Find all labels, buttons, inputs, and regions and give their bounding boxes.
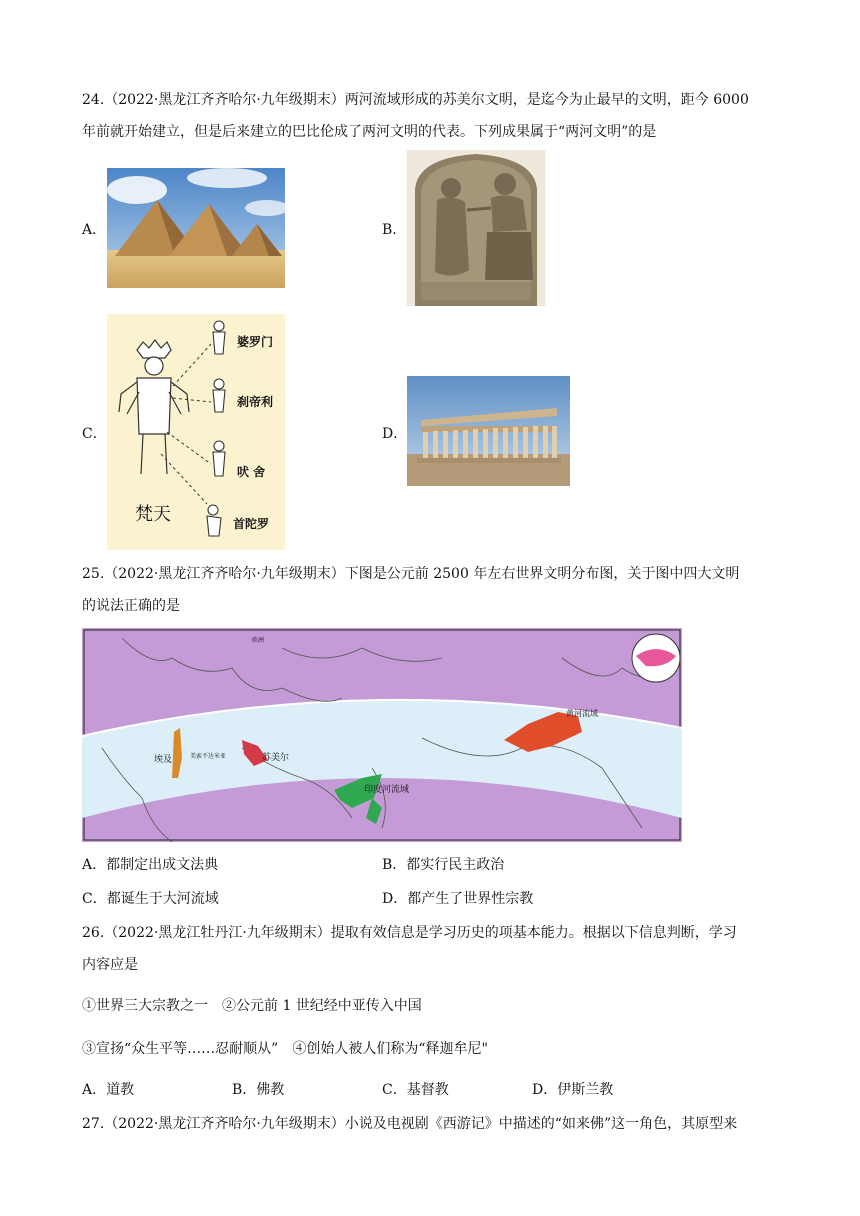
q25-stem-line2: 的说法正确的是 bbox=[82, 598, 180, 614]
brahma-label: 梵天 bbox=[135, 504, 171, 525]
ancient-civilizations-map bbox=[82, 628, 682, 842]
caste-kshatriya-label: 刹帝利 bbox=[237, 395, 274, 409]
q26-info-line2: ③宣扬“众生平等……忍耐顺从” ④创始人被人们称为“释迦牟尼" bbox=[82, 1041, 488, 1057]
q25-option-d[interactable]: D．都产生了世界性宗教 bbox=[382, 891, 534, 907]
map-label-mesopotamia: 美索不达米亚 bbox=[190, 753, 227, 760]
q25-option-c[interactable]: C．都诞生于大河流域 bbox=[82, 891, 219, 907]
map-label-yellow-river: 黄河流域 bbox=[566, 709, 598, 718]
q27-stem-line1: 27.（2022·黑龙江齐齐哈尔·九年级期末）小说及电视剧《西游记》中描述的“如来佛”这一角色，其原型来 bbox=[82, 1116, 738, 1132]
q26-option-b[interactable]: B．佛教 bbox=[232, 1082, 285, 1098]
q26-option-a[interactable]: A．道教 bbox=[82, 1082, 135, 1098]
q25-option-b[interactable]: B．都实行民主政治 bbox=[382, 857, 505, 873]
q25-stem-line1: 25.（2022·黑龙江齐齐哈尔·九年级期末）下图是公元前 2500 年左右世界文明分布图，关于图中四大文明 bbox=[82, 566, 740, 582]
q24-stem-line1: 24.（2022·黑龙江齐齐哈尔·九年级期末）两河流域形成的苏美尔文明，是迄今为止最早的文明，距今 6000 bbox=[82, 92, 749, 108]
map-label-indus: 印度河流域 bbox=[364, 785, 410, 795]
caste-shudra-label: 首陀罗 bbox=[233, 517, 270, 531]
q24-option-c-label: C． bbox=[82, 426, 107, 442]
pyramids-image bbox=[107, 168, 285, 288]
q25-option-a[interactable]: A．都制定出成文法典 bbox=[82, 857, 219, 873]
q26-option-c[interactable]: C．基督教 bbox=[382, 1082, 449, 1098]
parthenon-image bbox=[407, 376, 570, 486]
map-label-egypt: 埃及 bbox=[154, 755, 173, 765]
hammurabi-stele-image bbox=[407, 150, 545, 306]
q26-option-d[interactable]: D．伊斯兰教 bbox=[532, 1082, 614, 1098]
q24-option-a-label: A． bbox=[82, 222, 107, 238]
q24-option-b-label: B． bbox=[382, 222, 407, 238]
q26-info-line1: ①世界三大宗教之一 ②公元前 1 世纪经中亚传入中国 bbox=[82, 998, 422, 1014]
caste-vaishya-label: 吠 舍 bbox=[237, 465, 266, 479]
q24-option-d-label: D． bbox=[382, 426, 408, 442]
caste-brahmin-label: 婆罗门 bbox=[237, 335, 274, 349]
q26-stem-line2: 内容应是 bbox=[82, 957, 138, 973]
q26-stem-line1: 26.（2022·黑龙江牡丹江·九年级期末）提取有效信息是学习历史的项基本能力。根据以下信息判断，学习 bbox=[82, 925, 737, 941]
map-label-europe: 欧洲 bbox=[252, 637, 265, 644]
map-label-sumer: 苏美尔 bbox=[262, 753, 290, 763]
q24-stem-line2: 年前就开始建立，但是后来建立的巴比伦成了两河文明的代表。下列成果属于“两河文明”的是 bbox=[82, 124, 657, 140]
caste-system-image bbox=[107, 314, 285, 550]
